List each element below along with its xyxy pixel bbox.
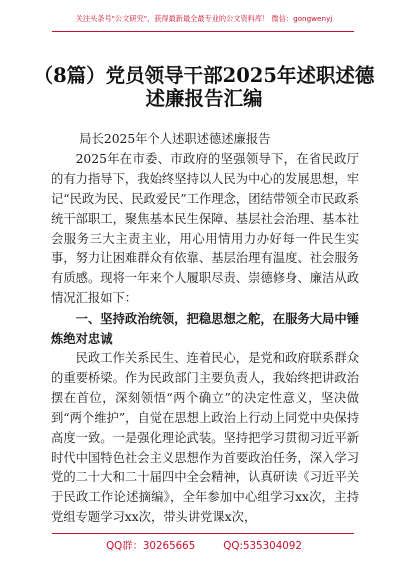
document-title: （8篇）党员领导干部2025年述职述德述廉报告汇编 bbox=[33, 64, 375, 110]
header-divider bbox=[52, 31, 354, 32]
body-paragraph: 2025年在市委、市政府的坚强领导下，在省民政厅的有力指导下，我始终坚持以人民为中心的发展思想，牢记“民政为民、民政爱民”工作理念，团结带领全市民政系统干部职工，聚焦基本民生保障、基层社会治理、基本社会服务三大主责主业，用心用情用力办好每一件民生实事，努力让困难群众有依靠、基层治理有温度、社会服务有质感。现将一年来个人履职尽责、崇德修身、廉洁从政情况汇报如下： bbox=[51, 151, 359, 306]
footer-divider bbox=[52, 533, 354, 534]
footer-qq-group: QQ群：30265665 bbox=[106, 540, 196, 552]
document-body bbox=[51, 130, 359, 528]
footer-qq-contact: QQ:535304092 bbox=[223, 540, 302, 552]
section-heading: 一、坚持政治统领，把稳思想之舵，在服务大局中锤炼绝对忠诚 bbox=[51, 311, 359, 347]
footer bbox=[0, 538, 408, 554]
body-paragraph: 民政工作关系民生、连着民心，是党和政府联系群众的重要桥梁。作为民政部门主要负责人，我始终把讲政治摆在首位，深刻领悟“两个确立”的决定性意义，坚决做到“两个维护”，自觉在思想上政治上行动上同党中央保持高度一致。一是强化理论武装。坚持把学习贯彻习近平新时代中国特色社会主义思想作为首要政治任务，深入学习党的二十大和二十届四中全会精神，认真研读《习近平关于民政工作论述摘编》，全年参加中心组学习xx次，主持党组专题学习xx次，带头讲党课x次， bbox=[51, 350, 359, 525]
document-subtitle: 局长2025年个人述职述德述廉报告 bbox=[79, 132, 271, 146]
header-banner: 关注头条号"公文研究"，获得最新最全最专业的公文资料库！ 微信：gongwenyj bbox=[75, 14, 333, 23]
